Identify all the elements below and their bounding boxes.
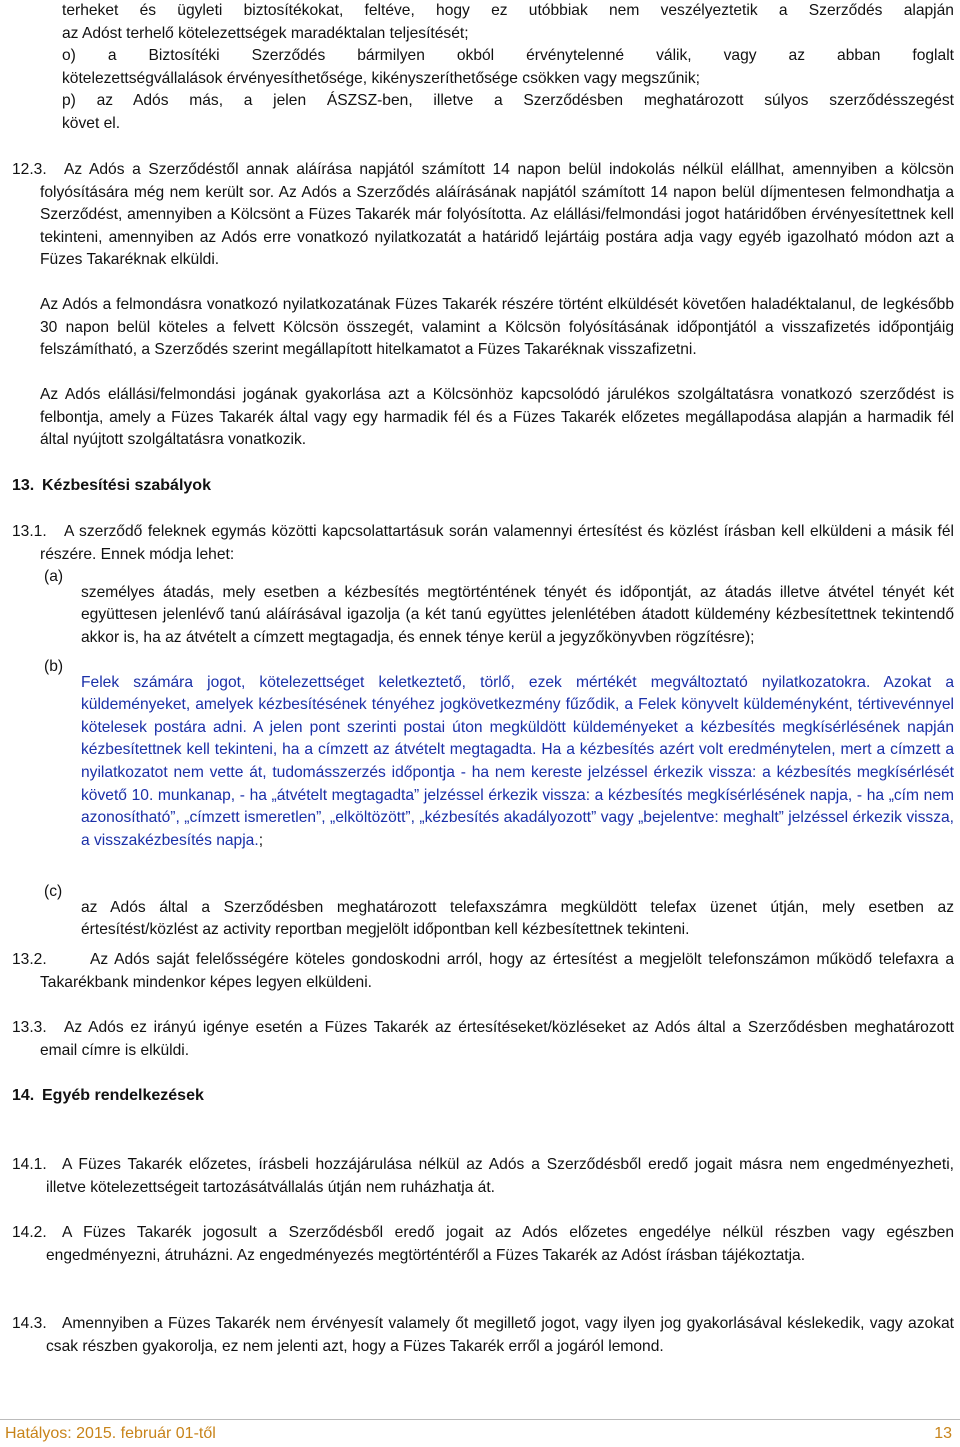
- section-14-title: Egyéb rendelkezések: [42, 1087, 204, 1104]
- section-13-2-text: Az Adós saját felelősségére köteles gondoskodni arról, hogy az értesítést a megjelölt telefonszámon működő telefaxra a Takarékbank mindenkor képes legyen elküldeni.: [40, 951, 954, 991]
- footer-divider: [0, 1419, 960, 1420]
- top-line-3: o) a Biztosítéki Szerződés bármilyen okból érvénytelenné válik, vagy az abban foglalt: [62, 47, 954, 65]
- section-13-title: Kézbesítési szabályok: [42, 477, 211, 494]
- section-12-3-p3-wrap: [40, 384, 954, 452]
- list-item-a-text: személyes átadás, mely esetben a kézbesítés megtörténtének tényét és időpontját, az átadás illetve átvétel tényét két együttesen jelenlévő tanú aláírásával igazolja (a két tanú együttes jelenlétében átadott küldemény kézbesítettnek tekintendő akkor is, ha az átvételt a címzett megtagadja, és ennek ténye kerül a jegyzőkönyvben rögzítésre);: [81, 583, 954, 646]
- section-14-2-number: 14.2.: [12, 1224, 47, 1241]
- section-13-1-intro: [40, 521, 954, 566]
- section-12-3-paragraph-2: Az Adós a felmondásra vonatkozó nyilatkozatának Füzes Takarék részére történt elküldését követően haladéktalanul, de legkésőbb 30 napon belül köteles a felvett Kölcsön összegét, valamint a Kölcsön folyósításának időpontjától a visszafizetés időpontjáig felszámítható, a Szerződés szerint megállapított hitelkamatot a Füzes Takaréknak visszafizetni.: [40, 296, 954, 359]
- list-label-a: (a): [44, 568, 64, 585]
- section-12-3: [40, 159, 954, 272]
- list-label-b: (b): [44, 658, 64, 675]
- section-14-3-text: Amennyiben a Füzes Takarék nem érvényesít valamely őt megillető jogot, vagy ilyen jog gyakorlásával késlekedik, vagy azokat csak részben gyakorolja, ez nem jelenti azt, hogy a Füzes Takarék erről a jogáról lemond.: [46, 1315, 954, 1355]
- top-line-1: terheket és ügyleti biztosítékokat, feltéve, hogy ez utóbbiak nem veszélyeztetik a Szerződés alapján: [62, 2, 954, 19]
- page-number: 13: [934, 1425, 952, 1442]
- list-item-c-text: az Adós által a Szerződésben meghatározott telefaxszámra megküldött telefax üzenet útján, mely esetben az értesítést/közlést az activity reportban megjelölt időpontban kell kézbesítettnek tekinteni.: [81, 898, 954, 939]
- section-14-3: [46, 1313, 954, 1358]
- top-line-2: az Adóst terhelő kötelezettségek maradéktalan teljesítését;: [62, 24, 469, 42]
- section-12-3-paragraph-1: Az Adós a Szerződéstől annak aláírása napjától számított 14 napon belül indokolás nélkül elállhat, amennyiben a kölcsön folyósítására még nem került sor. Az Adós a Szerződés aláírásának napjától számított 14 napon belül díjmentesen felmondhatja a Szerződést, amennyiben a Kölcsönt a Füzes Takarék már folyósította. Az elállási/felmondási jogot határidőben érvényesítettnek kell tekinteni, amennyiben az Adós erre vonatkozó nyilatkozatát a határidő lejártáig postára adja vagy egyéb igazolható módon azt a Füzes Takaréknak elküldi.: [40, 161, 954, 269]
- list-label-c: (c): [44, 883, 63, 900]
- footer-effective-date: Hatályos: 2015. február 01-től: [5, 1425, 216, 1442]
- list-item-a: [81, 566, 954, 665]
- section-13-number: 13.: [12, 477, 35, 494]
- section-14-1-number: 14.1.: [12, 1156, 47, 1173]
- top-line-6: követ el.: [62, 114, 121, 132]
- section-14-1-text: A Füzes Takarék előzetes, írásbeli hozzájárulása nélkül az Adós a Szerződésből eredő jogait másra nem engedményezheti, illetve kötelezettségeit tartozásátvállalás útján nem ruházhatja át.: [46, 1156, 954, 1196]
- list-item-b-tail: ;: [258, 831, 264, 849]
- section-14-2-text: A Füzes Takarék jogosult a Szerződésből eredő jogait az Adós előzetes engedélye nélkül részben vagy egészben engedményezni, átruházni. Az engedményezés megtörténtéről a Füzes Takarék az Adóst írásban tájékoztatja.: [46, 1224, 954, 1264]
- list-item-b: [81, 656, 954, 868]
- list-item-b-para: [81, 672, 954, 853]
- section-14-2: [46, 1222, 954, 1267]
- section-13-1-number: 13.1.: [12, 523, 47, 540]
- top-line-5: p) az Adós más, a jelen ÁSZSZ-ben, illetve a Szerződésben meghatározott súlyos szerződésszegést: [62, 92, 954, 110]
- section-14-3-number: 14.3.: [12, 1315, 47, 1332]
- section-14-1: [46, 1154, 954, 1199]
- list-item-c: [81, 881, 954, 957]
- section-13-3-number: 13.3.: [12, 1019, 47, 1036]
- section-14-number: 14.: [12, 1087, 35, 1104]
- section-12-3-paragraph-3: Az Adós elállási/felmondási jogának gyakorlása azt a Kölcsönhöz kapcsolódó járulékos szolgáltatásra vonatkozó szerződést is felbontja, amely a Füzes Takarék által vagy egy harmadik fél és a Füzes Takarék előzetes megállapodása alapján a harmadik fél által nyújtott szolgáltatásra vonatkozik.: [40, 386, 954, 449]
- section-13-2: [40, 949, 954, 994]
- section-12-3-p2-wrap: [40, 294, 954, 362]
- section-13-1-intro-text: A szerződő feleknek egymás közötti kapcsolattartásuk során valamennyi értesítést és közlést írásban kell elküldeni a másik fél részére. Ennek módja lehet:: [40, 523, 954, 563]
- section-13-3-text: Az Adós ez irányú igénye esetén a Füzes Takarék az értesítéseket/közléseket az Adós által a Szerződésben meghatározott email címre is elküldi.: [40, 1019, 954, 1059]
- section-13-2-number: 13.2.: [12, 951, 47, 968]
- list-item-b-text: Felek számára jogot, kötelezettséget keletkeztető, törlő, ezek mértékét megváltoztató nyilatkozatokra. Azokat a küldeményeket, amelyek kézbesítésének tényéhez jogkövetkezmény fűződik, a Felek könyvelt küldeményként, tértivevénnyel kötelesek postára adni. A jelen pont szerinti postai úton megküldött küldeményeket a kézbesítés megkísérlésének napján kézbesítettnek kell tekinteni, ha a címzett az átvételt megtagadta. Ha a kézbesítés azért volt eredménytelen, mert a címzett a nyilatkozatot nem vette át, tudomásszerzés időpontja - ha nem kereste jelzéssel érkezik vissza: a kézbesítés megkísérlését követő 10. munkanap, - ha „átvételt megtagadta” jelzéssel érkezik vissza: a kézbesítés megkísérlésének napja, - ha „cím nem azonosítható”, „címzett ismeretlen”, „elköltözött”, „kézbesítés akadályozott” vagy „bejelentve: meghalt” jelzéssel érkezik vissza, a visszakézbesítés napja.: [81, 673, 954, 849]
- section-12-3-number: 12.3.: [12, 161, 47, 178]
- top-line-4: kötelezettségvállalások érvényesíthetősége, kikényszeríthetősége csökken vagy megszűnik;: [62, 69, 700, 87]
- top-continuation: [62, 0, 954, 136]
- section-13-3: [40, 1017, 954, 1062]
